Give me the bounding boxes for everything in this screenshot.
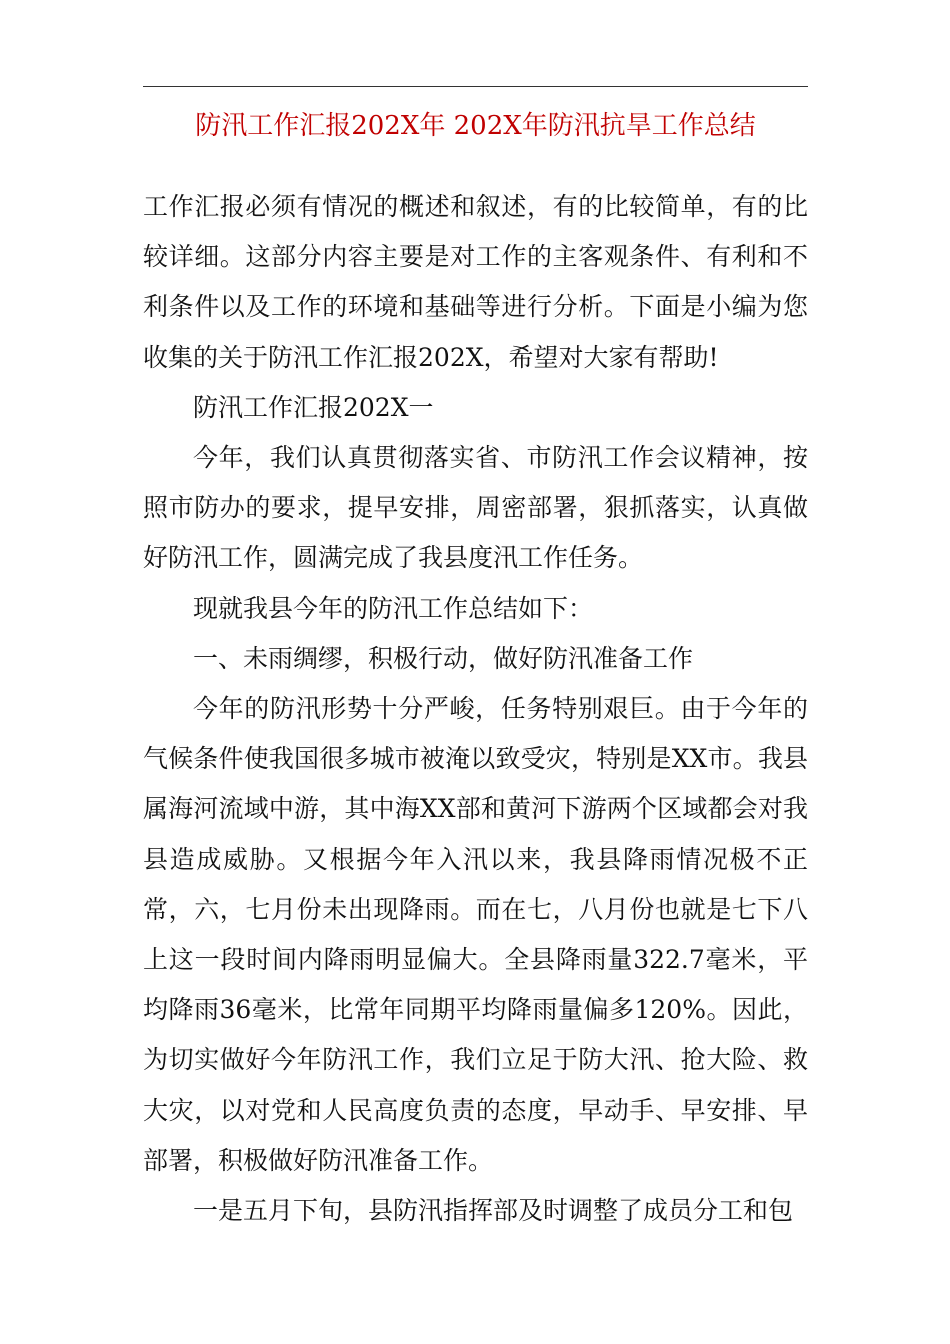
body-paragraph: 现就我县今年的防汛工作总结如下： bbox=[193, 593, 594, 623]
section-heading-report-one: 防汛工作汇报202X一 bbox=[193, 392, 434, 422]
body-paragraph: 今年，我们认真贯彻落实省、市防汛工作会议精神，按照市防办的要求，提早安排，周密部署，狠抓落实，认真做好防汛工作，圆满完成了我县度汛工作任务。 bbox=[143, 443, 808, 573]
body-paragraph: 今年的防汛形势十分严峻，任务特别艰巨。由于今年的气候条件使我国很多城市被淹以致受灾，特别是XX市。我县属海河流域中游，其中海XX部和黄河下游两个区域都会对我县造成威胁。又根据今年入汛以来，我县降雨情况极不正常，六，七月份未出现降雨。而在七，八月份也就是七下八上这一段时间内降雨明显偏大。全县降雨量322.7毫米，平均降雨36毫米，比常年同期平均降雨量偏多120%。因此，为切实做好今年防汛工作，我们立足于防大汛、抢大险、救大灾，以对党和人民高度负责的态度，早动手、早安排、早部署，积极做好防汛准备工作。 bbox=[143, 694, 808, 1175]
document-body bbox=[143, 182, 808, 1236]
section-heading-preparation: 一、未雨绸缪，积极行动，做好防汛准备工作 bbox=[193, 643, 694, 673]
document-title: 防汛工作汇报202X年 202X年防汛抗旱工作总结 bbox=[195, 111, 756, 141]
header-rule bbox=[143, 86, 808, 87]
body-paragraph: 一是五月下旬，县防汛指挥部及时调整了成员分工和包 bbox=[193, 1196, 794, 1226]
intro-paragraph: 工作汇报必须有情况的概述和叙述，有的比较简单，有的比较详细。这部分内容主要是对工作的主客观条件、有利和不利条件以及工作的环境和基础等进行分析。下面是小编为您收集的关于防汛工作汇报202X，希望对大家有帮助! bbox=[143, 192, 808, 372]
